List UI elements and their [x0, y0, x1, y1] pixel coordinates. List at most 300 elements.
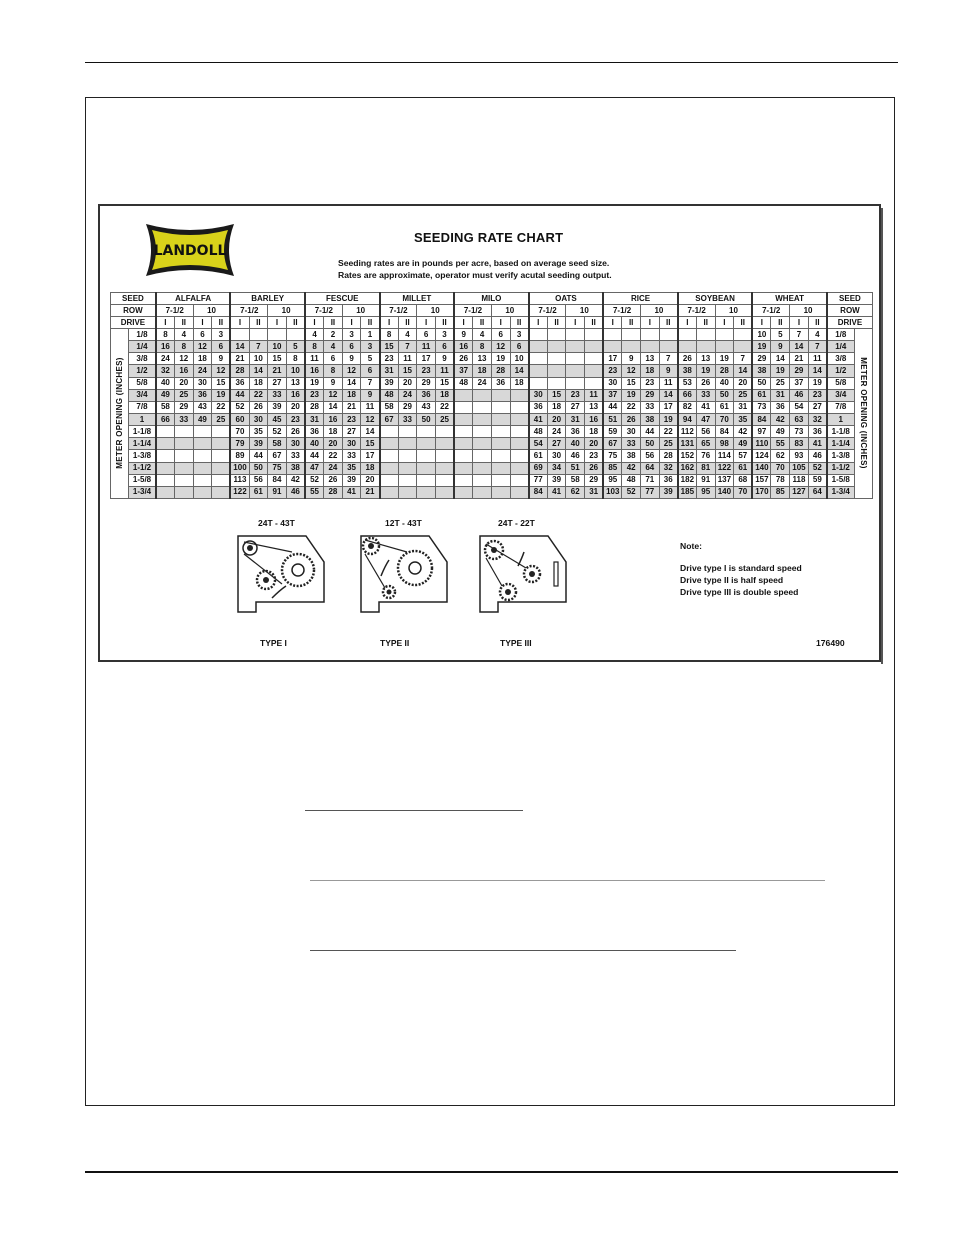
rate-cell: 71 — [641, 474, 660, 486]
meter-opening-cell: 5/8 — [129, 377, 156, 389]
rate-cell — [454, 486, 473, 498]
rate-cell: 114 — [715, 450, 734, 462]
rate-cell — [566, 329, 585, 341]
meter-opening-cell: 3/8 — [129, 353, 156, 365]
rate-cell: 49 — [193, 413, 212, 425]
drive-type-header: II — [771, 317, 790, 329]
rate-cell — [398, 474, 417, 486]
rate-cell: 15 — [398, 365, 417, 377]
rate-cell: 36 — [566, 426, 585, 438]
rate-cell: 62 — [566, 486, 585, 498]
rate-cell: 23 — [305, 389, 324, 401]
rate-cell: 21 — [342, 401, 361, 413]
meter-opening-cell: 1-1/8 — [827, 426, 854, 438]
rate-cell: 30 — [529, 389, 548, 401]
rate-cell: 5 — [771, 329, 790, 341]
meter-opening-cell: 1-3/4 — [129, 486, 156, 498]
rate-cell: 4 — [174, 329, 193, 341]
rate-cell: 24 — [398, 389, 417, 401]
meter-opening-cell: 1-3/8 — [129, 450, 156, 462]
rate-cell: 55 — [305, 486, 324, 498]
drive-type-header: II — [361, 317, 380, 329]
rate-cell: 36 — [659, 474, 678, 486]
rate-cell: 12 — [193, 341, 212, 353]
rate-cell: 77 — [641, 486, 660, 498]
rate-cell: 83 — [790, 438, 809, 450]
rate-cell — [734, 329, 753, 341]
rate-cell: 43 — [417, 401, 436, 413]
rate-cell: 23 — [603, 365, 622, 377]
drive-type-1-diagram — [232, 532, 328, 616]
drive-type-header: I — [305, 317, 324, 329]
rate-cell: 36 — [193, 389, 212, 401]
rate-cell — [174, 486, 193, 498]
top-rule — [85, 62, 898, 63]
rate-cell: 70 — [230, 426, 249, 438]
rate-cell: 41 — [342, 486, 361, 498]
meter-opening-axis-right — [854, 329, 872, 499]
rate-cell: 30 — [603, 377, 622, 389]
rate-cell: 58 — [380, 401, 399, 413]
rate-cell: 185 — [678, 486, 697, 498]
rate-cell — [491, 413, 510, 425]
rate-cell — [454, 438, 473, 450]
meter-opening-cell: 1-5/8 — [827, 474, 854, 486]
drive-gears-3: 24T - 22T — [498, 518, 535, 528]
rate-cell: 14 — [808, 365, 827, 377]
rate-cell — [435, 462, 454, 474]
rate-cell: 15 — [361, 438, 380, 450]
rate-cell: 18 — [342, 389, 361, 401]
drive-gears-2: 12T - 43T — [385, 518, 422, 528]
rate-cell: 23 — [566, 389, 585, 401]
rate-cell — [510, 486, 529, 498]
rate-cell — [473, 462, 492, 474]
rate-cell — [454, 462, 473, 474]
seeding-rate-table — [110, 292, 873, 499]
rate-cell: 15 — [547, 389, 566, 401]
rate-cell: 25 — [435, 413, 454, 425]
drive-type-header: I — [491, 317, 510, 329]
rate-cell: 6 — [324, 353, 343, 365]
rate-cell: 35 — [249, 426, 268, 438]
drive-type-header: I — [790, 317, 809, 329]
rate-cell: 6 — [510, 341, 529, 353]
rate-cell: 68 — [734, 474, 753, 486]
part-number: 176490 — [816, 638, 845, 648]
chart-subtitle-1: Seeding rates are in pounds per acre, based on average seed size. — [338, 258, 610, 268]
rate-cell — [678, 341, 697, 353]
meter-opening-cell: 1/2 — [129, 365, 156, 377]
rate-cell — [734, 341, 753, 353]
rate-cell: 45 — [268, 413, 287, 425]
meter-opening-cell: 3/4 — [129, 389, 156, 401]
drive-type-header: II — [286, 317, 305, 329]
rate-cell: 41 — [529, 413, 548, 425]
rate-cell: 7 — [790, 329, 809, 341]
rate-cell: 66 — [678, 389, 697, 401]
rate-cell: 33 — [268, 389, 287, 401]
rate-cell — [696, 341, 715, 353]
rate-cell — [529, 341, 548, 353]
drive-gears-1: 24T - 43T — [258, 518, 295, 528]
rate-cell: 64 — [808, 486, 827, 498]
rate-cell: 103 — [603, 486, 622, 498]
rate-cell: 5 — [286, 341, 305, 353]
rate-cell: 82 — [678, 401, 697, 413]
rate-cell: 46 — [286, 486, 305, 498]
meter-opening-cell: 1 — [827, 413, 854, 425]
rate-cell: 61 — [529, 450, 548, 462]
rate-cell: 37 — [790, 377, 809, 389]
row-spacing-header: 7-1/2 — [380, 305, 417, 317]
rate-cell: 31 — [566, 413, 585, 425]
rate-cell: 35 — [734, 413, 753, 425]
rate-cell: 13 — [473, 353, 492, 365]
rate-cell: 19 — [305, 377, 324, 389]
rate-cell: 4 — [324, 341, 343, 353]
rate-cell: 31 — [305, 413, 324, 425]
rate-cell — [417, 474, 436, 486]
rate-cell — [529, 353, 548, 365]
drive-type-2-label: TYPE II — [380, 638, 410, 648]
rate-cell — [547, 365, 566, 377]
row-spacing-header: 10 — [417, 305, 454, 317]
rate-cell: 40 — [156, 377, 175, 389]
rate-cell — [622, 329, 641, 341]
rate-cell: 32 — [156, 365, 175, 377]
rate-cell: 18 — [324, 426, 343, 438]
rate-cell: 81 — [696, 462, 715, 474]
rate-cell: 9 — [659, 365, 678, 377]
meter-opening-cell: 1-1/4 — [129, 438, 156, 450]
rate-cell: 38 — [678, 365, 697, 377]
table-row — [111, 389, 873, 401]
drive-type-header: II — [473, 317, 492, 329]
row-spacing-header: 7-1/2 — [529, 305, 566, 317]
rate-cell: 11 — [398, 353, 417, 365]
rate-cell: 19 — [752, 341, 771, 353]
landoll-logo — [144, 222, 236, 278]
rate-cell: 20 — [547, 413, 566, 425]
rate-cell — [286, 329, 305, 341]
rate-cell — [398, 450, 417, 462]
rate-cell — [566, 341, 585, 353]
rate-cell — [510, 462, 529, 474]
rate-cell: 38 — [286, 462, 305, 474]
rate-cell: 31 — [734, 401, 753, 413]
rate-cell — [174, 474, 193, 486]
rate-cell: 6 — [435, 341, 454, 353]
rate-cell: 25 — [174, 389, 193, 401]
rate-cell: 13 — [585, 401, 604, 413]
rate-cell: 28 — [324, 486, 343, 498]
rate-cell — [473, 401, 492, 413]
rate-cell: 14 — [230, 341, 249, 353]
rate-cell: 19 — [622, 389, 641, 401]
rate-cell: 12 — [491, 341, 510, 353]
rate-cell — [417, 450, 436, 462]
rate-cell: 36 — [771, 401, 790, 413]
row-spacing-header: 10 — [790, 305, 827, 317]
rate-cell: 4 — [398, 329, 417, 341]
drive-type-header: I — [230, 317, 249, 329]
rate-cell: 3 — [435, 329, 454, 341]
rate-cell: 36 — [230, 377, 249, 389]
rate-cell: 76 — [696, 450, 715, 462]
rate-cell — [510, 413, 529, 425]
rate-cell — [156, 450, 175, 462]
rate-cell: 41 — [547, 486, 566, 498]
rate-cell — [454, 426, 473, 438]
rate-cell — [510, 401, 529, 413]
rate-cell: 49 — [771, 426, 790, 438]
note-title: Note: — [680, 541, 702, 551]
rate-cell: 60 — [230, 413, 249, 425]
rate-cell: 26 — [678, 353, 697, 365]
rate-cell: 18 — [547, 401, 566, 413]
rate-cell: 30 — [547, 450, 566, 462]
rate-cell: 6 — [342, 341, 361, 353]
rate-cell: 58 — [268, 438, 287, 450]
rate-cell — [547, 353, 566, 365]
rate-cell: 98 — [715, 438, 734, 450]
table-row — [111, 401, 873, 413]
rate-cell: 20 — [734, 377, 753, 389]
note-line-2: Drive type II is half speed — [680, 575, 784, 585]
rate-cell — [566, 353, 585, 365]
rate-cell: 122 — [715, 462, 734, 474]
drive-type-header: I — [566, 317, 585, 329]
rate-cell: 32 — [659, 462, 678, 474]
rate-cell: 84 — [715, 426, 734, 438]
rate-cell — [435, 426, 454, 438]
rate-cell: 39 — [342, 474, 361, 486]
rate-cell: 95 — [696, 486, 715, 498]
rate-cell: 67 — [603, 438, 622, 450]
drive-type-header: II — [510, 317, 529, 329]
rate-cell — [174, 450, 193, 462]
rate-cell: 73 — [752, 401, 771, 413]
row-spacing-header: 10 — [566, 305, 603, 317]
drive-type-header: II — [212, 317, 231, 329]
rate-cell: 27 — [268, 377, 287, 389]
rate-cell: 19 — [659, 413, 678, 425]
rate-cell: 28 — [491, 365, 510, 377]
meter-opening-cell: 3/8 — [827, 353, 854, 365]
rate-cell — [473, 474, 492, 486]
drive-header: DRIVE — [111, 317, 156, 329]
rate-cell: 12 — [622, 365, 641, 377]
rate-cell — [212, 426, 231, 438]
rate-cell: 15 — [212, 377, 231, 389]
rate-cell: 26 — [696, 377, 715, 389]
row-spacing-header: 10 — [641, 305, 678, 317]
rate-cell — [156, 474, 175, 486]
rate-cell — [454, 389, 473, 401]
rate-cell: 89 — [230, 450, 249, 462]
rate-cell: 8 — [156, 329, 175, 341]
rate-cell: 23 — [417, 365, 436, 377]
rate-cell: 140 — [752, 462, 771, 474]
rate-cell: 61 — [249, 486, 268, 498]
rate-cell: 9 — [454, 329, 473, 341]
table-row — [111, 413, 873, 425]
rate-cell: 93 — [790, 450, 809, 462]
rate-cell: 23 — [641, 377, 660, 389]
crop-header: RICE — [603, 293, 678, 305]
rate-cell: 127 — [790, 486, 809, 498]
row-spacing-header: 7-1/2 — [678, 305, 715, 317]
rate-cell: 9 — [361, 389, 380, 401]
rate-cell: 8 — [305, 341, 324, 353]
rate-cell: 17 — [603, 353, 622, 365]
rate-cell — [380, 486, 399, 498]
rate-cell: 26 — [324, 474, 343, 486]
rate-cell: 48 — [529, 426, 548, 438]
drive-type-header: I — [641, 317, 660, 329]
rate-cell: 23 — [342, 413, 361, 425]
rate-cell: 38 — [641, 413, 660, 425]
rate-cell: 51 — [603, 413, 622, 425]
rate-cell — [566, 365, 585, 377]
rate-cell — [585, 377, 604, 389]
rate-cell: 9 — [342, 353, 361, 365]
rate-cell: 14 — [734, 365, 753, 377]
table-row — [111, 426, 873, 438]
drive-type-header: II — [808, 317, 827, 329]
seed-header: SEED — [827, 293, 873, 305]
drive-type-header: II — [249, 317, 268, 329]
rate-cell: 12 — [361, 413, 380, 425]
rate-cell: 157 — [752, 474, 771, 486]
rate-cell: 61 — [734, 462, 753, 474]
rate-cell: 27 — [808, 401, 827, 413]
rate-cell — [174, 438, 193, 450]
rate-cell: 33 — [286, 450, 305, 462]
rate-cell: 14 — [324, 401, 343, 413]
rate-cell — [491, 486, 510, 498]
rate-cell — [249, 329, 268, 341]
chart-title: SEEDING RATE CHART — [414, 230, 564, 245]
rate-cell — [156, 438, 175, 450]
rate-cell: 9 — [324, 377, 343, 389]
rate-cell: 15 — [268, 353, 287, 365]
meter-opening-axis-left — [111, 329, 129, 499]
rate-cell: 25 — [734, 389, 753, 401]
rate-cell: 22 — [249, 389, 268, 401]
rate-cell: 39 — [547, 474, 566, 486]
chart-subtitle-2: Rates are approximate, operator must verify acutal seeding output. — [338, 270, 612, 280]
rate-cell — [230, 329, 249, 341]
rate-cell — [398, 426, 417, 438]
rate-cell: 29 — [585, 474, 604, 486]
rate-cell: 70 — [715, 413, 734, 425]
rate-cell: 50 — [752, 377, 771, 389]
rate-cell: 7 — [808, 341, 827, 353]
rate-cell: 9 — [435, 353, 454, 365]
rate-cell — [193, 426, 212, 438]
row-spacing-header: 7-1/2 — [454, 305, 491, 317]
rate-cell: 91 — [696, 474, 715, 486]
rate-cell: 47 — [305, 462, 324, 474]
rate-cell: 59 — [603, 426, 622, 438]
rate-cell — [585, 365, 604, 377]
row-spacing-header: 10 — [268, 305, 305, 317]
rate-cell: 105 — [790, 462, 809, 474]
rate-cell: 15 — [380, 341, 399, 353]
rate-cell: 25 — [659, 438, 678, 450]
meter-opening-cell: 1 — [129, 413, 156, 425]
drive-type-header: II — [585, 317, 604, 329]
table-row — [111, 450, 873, 462]
meter-opening-cell: 1-1/2 — [827, 462, 854, 474]
rate-cell — [417, 438, 436, 450]
rate-cell: 14 — [249, 365, 268, 377]
rate-cell: 18 — [510, 377, 529, 389]
rate-cell — [641, 329, 660, 341]
rate-cell: 28 — [659, 450, 678, 462]
drive-type-header: I — [156, 317, 175, 329]
rate-cell: 25 — [212, 413, 231, 425]
rate-cell: 26 — [454, 353, 473, 365]
rate-cell: 26 — [585, 462, 604, 474]
rate-cell: 3 — [510, 329, 529, 341]
rate-cell — [454, 401, 473, 413]
rate-cell — [435, 438, 454, 450]
rate-cell — [193, 486, 212, 498]
rate-cell — [715, 329, 734, 341]
rate-cell: 50 — [641, 438, 660, 450]
rate-cell — [435, 450, 454, 462]
rate-cell: 48 — [454, 377, 473, 389]
rate-cell: 8 — [473, 341, 492, 353]
rate-cell — [380, 462, 399, 474]
rate-cell: 20 — [324, 438, 343, 450]
rate-cell: 29 — [641, 389, 660, 401]
rate-cell: 85 — [771, 486, 790, 498]
rate-cell: 18 — [361, 462, 380, 474]
blank-line-1 — [305, 810, 523, 811]
rate-cell: 13 — [696, 353, 715, 365]
rate-cell: 39 — [268, 401, 287, 413]
rate-cell: 40 — [715, 377, 734, 389]
rate-cell: 36 — [529, 401, 548, 413]
drive-type-header: I — [603, 317, 622, 329]
header-row-seed — [111, 293, 873, 305]
table-row — [111, 353, 873, 365]
rate-cell — [417, 462, 436, 474]
meter-opening-cell: 1/2 — [827, 365, 854, 377]
rate-cell: 58 — [566, 474, 585, 486]
rate-cell: 11 — [659, 377, 678, 389]
rate-cell: 54 — [529, 438, 548, 450]
meter-opening-cell: 7/8 — [129, 401, 156, 413]
note-line-3: Drive type III is double speed — [680, 587, 799, 597]
rate-cell: 61 — [715, 401, 734, 413]
rate-cell: 4 — [473, 329, 492, 341]
rate-cell: 85 — [603, 462, 622, 474]
rate-cell: 20 — [174, 377, 193, 389]
rate-cell — [659, 341, 678, 353]
rate-cell: 38 — [622, 450, 641, 462]
rate-cell: 16 — [156, 341, 175, 353]
rate-cell: 8 — [380, 329, 399, 341]
rate-cell: 59 — [808, 474, 827, 486]
rate-cell: 18 — [585, 426, 604, 438]
rate-cell: 16 — [324, 413, 343, 425]
rate-cell: 62 — [771, 450, 790, 462]
